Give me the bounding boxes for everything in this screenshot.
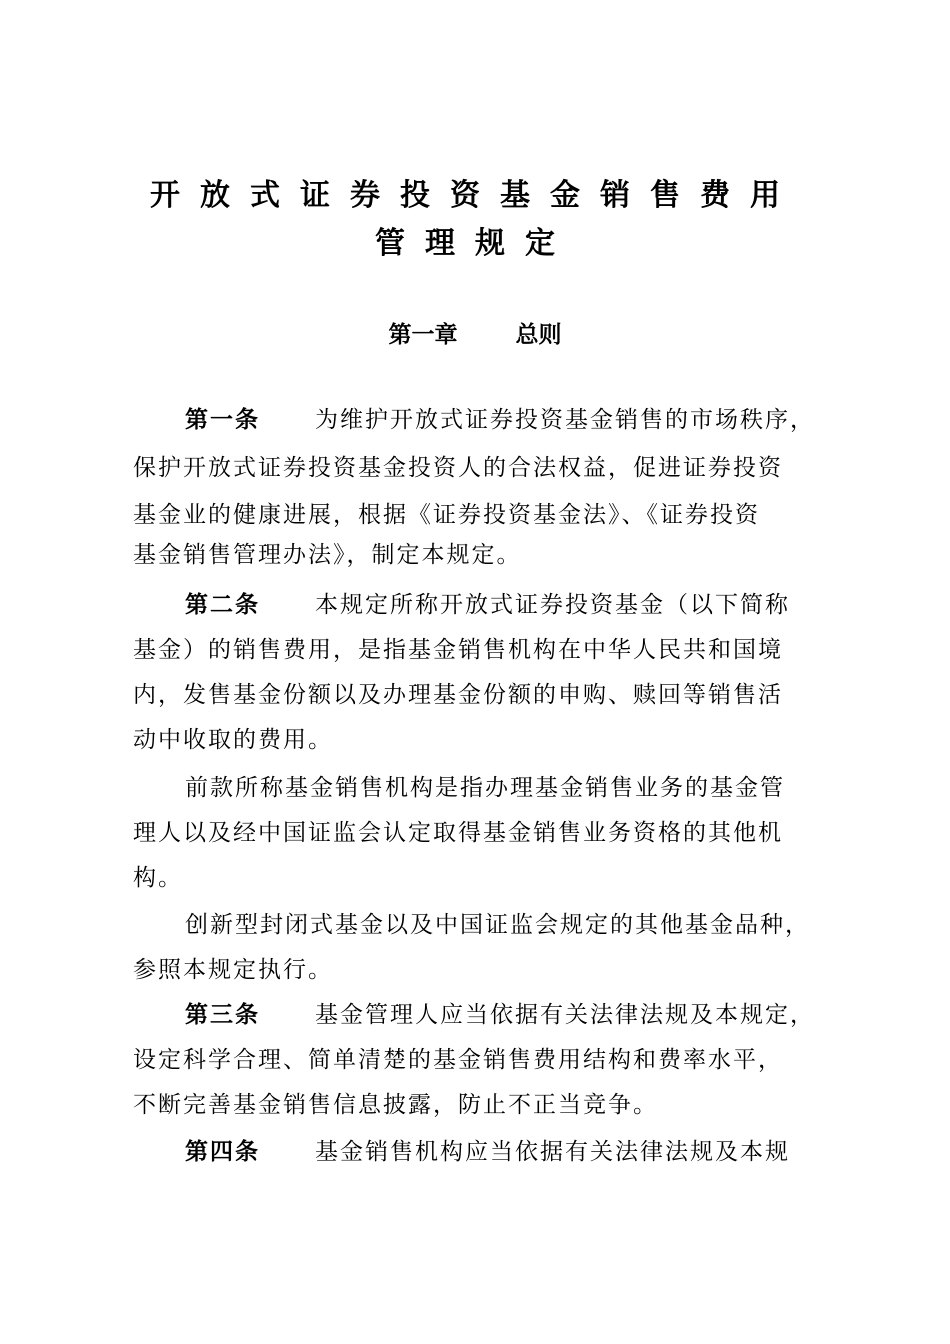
text-line: 基金业的健康进展，根据《证券投资基金法》、《证券投资 (133, 502, 760, 528)
text-line: 内，发售基金份额以及办理基金份额的申购、赎回等销售活 (133, 682, 783, 708)
text-line: 设定科学合理、简单清楚的基金销售费用结构和费率水平， (133, 1047, 783, 1073)
chapter-number: 第一章 (388, 322, 458, 348)
title-line-1: 开放式证券投资基金销售费用 (150, 178, 800, 213)
article-4-label: 第四条 (185, 1139, 260, 1165)
text-line: 创新型封闭式基金以及中国证监会规定的其他基金品种， (185, 912, 810, 938)
text-line: 构。 (133, 865, 183, 891)
title-line-2: 管理规定 (375, 226, 575, 261)
text-line: 基金销售机构应当依据有关法律法规及本规 (315, 1139, 790, 1165)
text-line: 动中收取的费用。 (133, 727, 333, 753)
text-line: 基金管理人应当依据有关法律法规及本规定， (315, 1002, 815, 1028)
text-line: 保护开放式证券投资基金投资人的合法权益，促进证券投资 (133, 455, 783, 481)
chapter-title: 总则 (515, 322, 562, 348)
article-3-first-line (185, 1000, 815, 1030)
text-line: 参照本规定执行。 (133, 957, 333, 983)
text-line: 不断完善基金销售信息披露，防止不正当竞争。 (133, 1092, 658, 1118)
text-line: 基金）的销售费用，是指基金销售机构在中华人民共和国境 (133, 637, 783, 663)
text-line: 基金销售管理办法》，制定本规定。 (133, 542, 522, 568)
text-line: 前款所称基金销售机构是指办理基金销售业务的基金管 (185, 775, 785, 801)
chapter-heading (0, 316, 950, 349)
text-line: 本规定所称开放式证券投资基金（以下简称 (315, 592, 790, 618)
article-4-first-line (185, 1137, 790, 1167)
article-2-first-line (185, 590, 790, 620)
text-line: 为维护开放式证券投资基金销售的市场秩序， (315, 407, 815, 433)
article-2-label: 第二条 (185, 592, 260, 618)
text-line: 理人以及经中国证监会认定取得基金销售业务资格的其他机 (133, 820, 783, 846)
article-1-label: 第一条 (185, 407, 260, 433)
article-1-first-line (185, 405, 815, 435)
article-3-label: 第三条 (185, 1002, 260, 1028)
